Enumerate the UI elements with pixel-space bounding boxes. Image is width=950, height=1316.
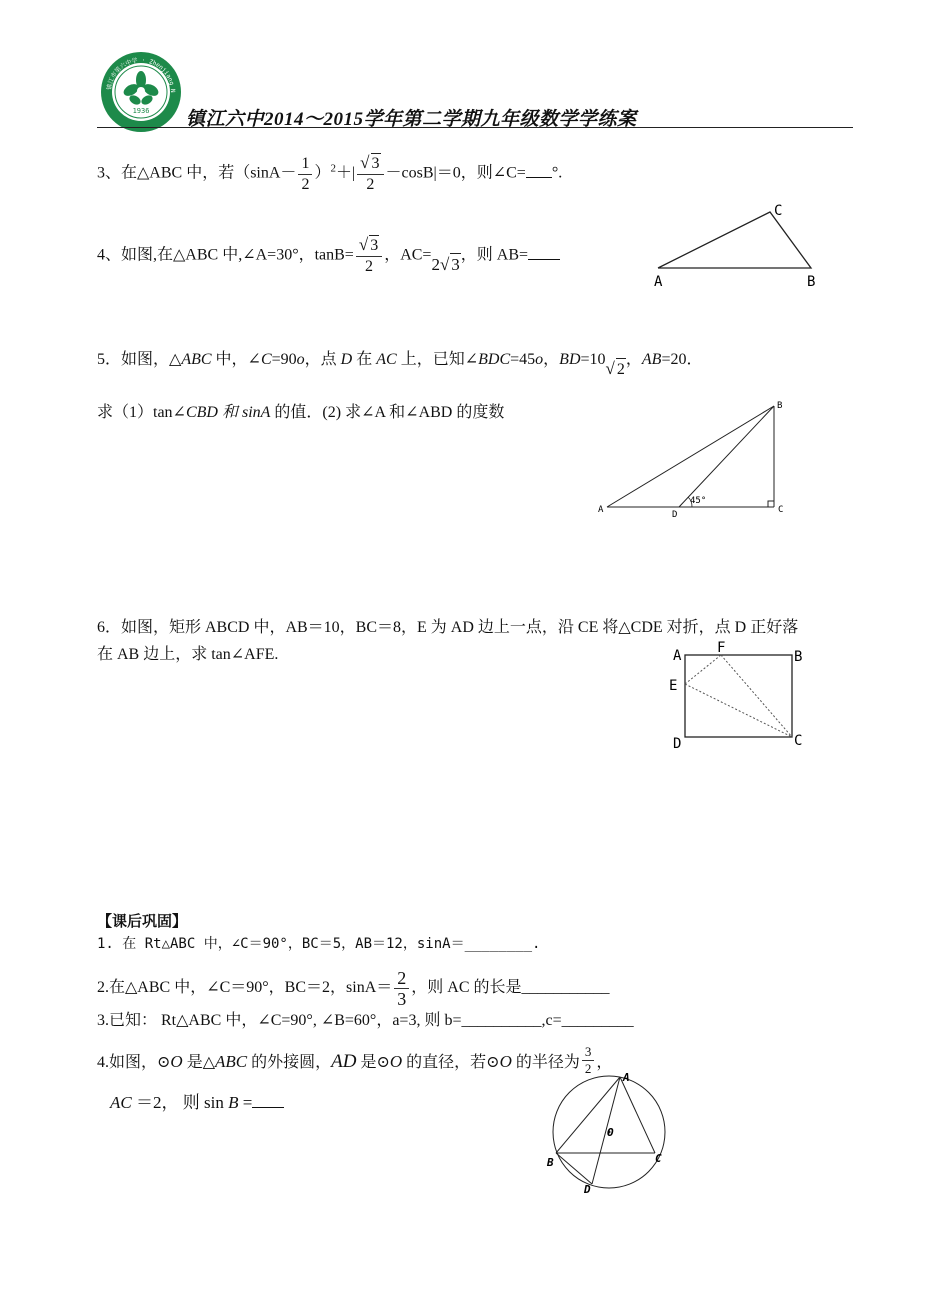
fraction-2-3: $\frac{2}{3}$ [394,968,409,1009]
answer-blank[interactable] [252,1107,284,1108]
label-C: C [794,733,803,749]
label-B: B [777,401,783,411]
label-D: D [673,736,682,752]
label-B: B [547,1156,554,1169]
label-A: A [598,505,604,515]
rectangle-figure-q6 [665,640,815,760]
review-question-1: 1. 在 Rt△ABC 中，∠C＝90°，BC＝5，AB＝12，sinA＝________. [97,936,541,952]
review-question-4-line-1: 4.如图，⊙O 是△ABC 的外接圆，AD 是⊙O 的直径，若⊙O 的半径为 $\frac{3}{2}$ ， [97,1044,613,1076]
label-C: C [778,505,784,515]
label-D: D [672,510,678,520]
label-C: C [655,1152,662,1165]
page-title: 镇江六中2014～2015学年第二学期九年级数学学练案 [186,109,637,130]
circle-figure-q4 [540,1066,680,1203]
label-D: D [584,1183,591,1196]
label-B: B [794,649,803,665]
logo-year: 1936 [132,107,150,115]
review-question-4-line-2: AC ＝2， 则 sin B = [110,1092,284,1114]
label-B: B [807,274,816,290]
question-6-line-1: 6．如图，矩形 ABCD 中，AB＝10，BC＝8，E 为 AD 边上一点，沿 CE 将△CDE 对折，点 D 正好落 [97,619,799,636]
label-A: A [623,1071,630,1084]
header-divider [97,127,853,128]
fraction-sqrt3-2: $\frac{√ 3}{2}$ [356,235,382,277]
question-5-line-1: 5．如图，△ABC 中，∠C=90o，点 D 在 AC 上，已知∠BDC=45o，BD=10√ 2，AB=20． [97,348,702,371]
review-heading: 【课后巩固】 [97,912,188,930]
review-question-3: 3.已知： Rt△ABC 中，∠C=90°, ∠B=60°，a=3, 则 b=__________,c=_________ [97,1012,634,1029]
fraction-1-2: $\frac{1}{2}$ [298,154,312,195]
label-F: F [717,640,726,656]
fraction-3-2: $\frac{3}{2}$ [582,1044,595,1077]
label-A: A [654,274,663,290]
label-45deg: 45° [690,496,707,506]
label-A: A [673,648,682,664]
review-question-2: 2.在△ABC 中，∠C＝90°，BC＝2，sinA＝ $\frac{2}{3}$ ，则 AC 的长是___________ [97,968,610,1009]
answer-blank[interactable] [528,259,560,260]
answer-blank[interactable] [526,177,552,178]
triangle-figure-q4 [648,200,828,300]
label-E: E [669,678,678,694]
label-C: C [774,203,783,219]
logo-ring-text: 镇江市第六中学 · Zhenjiang N [105,56,177,93]
fraction-sqrt3-2: $\frac{√ 3}{2}$ [357,153,383,195]
label-O: O [607,1126,614,1139]
school-logo [99,50,183,134]
triangle-figure-q5 [594,396,804,525]
question-4: 4、如图,在△ABC 中,∠A=30°，tanB= $\frac{√ 3}{2}$ ，AC=2√ 3，则 AB= [97,235,560,277]
question-3: 3、在△ABC 中，若（sinA－ $\frac{1}{2}$ ）$^2$＋| $\frac{√ 3}{2}$ －cosB|＝0，则∠C= °. [97,153,563,193]
question-6-line-2: 在 AB 边上，求 tan∠AFE. [97,646,279,663]
question-5-line-2: 求（1）tan∠CBD 和 sinA 的值．(2) 求∠A 和∠ABD 的度数 [97,404,505,421]
